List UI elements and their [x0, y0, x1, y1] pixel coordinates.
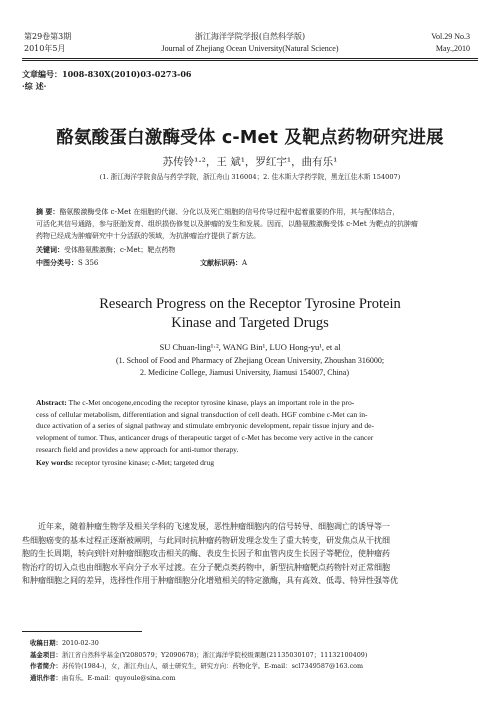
- affiliation-en-1: (1. School of Food and Pharmacy of Zhejiang Ocean University, Zhoushan 316000;: [115, 356, 385, 365]
- body-line: 物治疗的切入点也由细胞水平向分子水平过渡。在分子靶点类药物中，新型抗肿瘤靶点药物针对正常细胞: [22, 562, 390, 572]
- affiliation-cn: (1. 浙江海洋学院食品与药学学院，浙江舟山 316004；2. 佳木斯大学药学院，黑龙江佳木斯 154007): [99, 173, 401, 181]
- footnotes: [30, 638, 480, 684]
- header-rule: [22, 58, 478, 59]
- body-line: 近年来，随着肿瘤生物学及相关学科的飞速发展，恶性肿瘤细胞内的信号转导、细胞凋亡的诱导等一: [38, 522, 390, 531]
- abstract-cn-line: 摘 要：酪氨酸激酶受体 c-Met 在细胞的代谢、分化以及死亡细胞的信号传导过程中起着重要的作用，其与配体结合，: [36, 207, 400, 216]
- clc-label: 中图分类号：: [36, 258, 78, 267]
- abstract-cn-label: 摘 要：: [36, 207, 60, 216]
- article-type: ·综 述·: [22, 81, 47, 91]
- journal-title-cn: 浙江海洋学院学报(自然科学版): [194, 32, 306, 41]
- body-line: 些细胞癌变的基本过程正逐渐被阐明，与此同时抗肿瘤药物研发理念发生了重大转变，研发焦点从干扰细: [22, 535, 390, 545]
- doc-code-value: A: [242, 259, 248, 267]
- footnote-author: 作者简介：苏传铃(1984-)，女，浙江舟山人，硕士研究生，研究方向：药物化学。E-mail：scl7349587@163.com: [30, 662, 364, 670]
- keywords-cn-label: 关键词：: [36, 245, 64, 254]
- article-number: 文章编号：1008-830X(2010)03-0273-06: [22, 69, 192, 79]
- date-en: May.,2010: [435, 44, 470, 53]
- keywords-en: [36, 457, 472, 469]
- abstract-en-line: Abstract: The c-Met oncogene,encoding the receptor tyrosine kinase, plays an important role in the pro-: [36, 398, 355, 407]
- abstract-cn: [36, 206, 466, 242]
- authors-cn: 苏传铃¹·²，王 斌¹，罗红宇¹，曲有乐¹: [162, 156, 338, 168]
- keywords-cn: [36, 245, 175, 255]
- footnote-corresponding: 通讯作者：曲有乐。E-mail：quyoule@sina.com: [30, 673, 176, 682]
- abstract-cn-line: 可活化其信号通路，参与胚胎发育、组织损伤修复以及肿瘤的发生和发展。因而，以酪氨酸激酶受体 c-Met 为靶点的抗肿瘤: [36, 220, 418, 228]
- abstract-en: [36, 397, 472, 468]
- clc-number: [36, 258, 98, 268]
- volume-issue-cn: 第29卷第3期: [24, 32, 72, 41]
- abstract-en-line: cess of cellular metabolism, differentiation and signal transduction of cell death. HGF combine c-Met can in-: [36, 409, 368, 419]
- volume-issue-en: Vol.29 No.3: [431, 32, 470, 41]
- title-en-line-1: Research Progress on the Receptor Tyrosine Protein: [99, 296, 401, 312]
- abstract-en-line: research field and provides a new approach for anti-tumor therapy.: [36, 444, 239, 454]
- keywords-en-text: receptor tyrosine kinase; c-Met; targeted drug: [73, 457, 215, 467]
- footnote-rule: [22, 631, 142, 632]
- footnote-received: 收稿日期：2010-02-30: [30, 639, 99, 647]
- authors-en: SU Chuan-ling¹·², WANG Bin¹, LUO Hong-yu¹, et al: [159, 342, 341, 352]
- abstract-en-label: Abstract:: [36, 398, 67, 407]
- clc-value: S 356: [78, 259, 99, 267]
- doc-code-label: 文献标识码：: [200, 258, 242, 267]
- title-en-line-2: Kinase and Targeted Drugs: [171, 315, 329, 331]
- body-line: 胞的生长周期，转向到针对肿瘤细胞攻击相关的酶、表皮生长因子和血管内皮生长因子等靶位，使肿瘤药: [22, 549, 390, 558]
- keywords-cn-text: 受体酪氨酸激酶；c-Met；靶点药物: [64, 246, 176, 254]
- doc-code: [200, 258, 247, 268]
- keywords-en-label: Key words:: [36, 457, 74, 467]
- abstract-cn-line: 药物已经成为肿瘤研究中十分活跃的领域，为抗肿瘤治疗提供了新方法。: [36, 232, 260, 240]
- affiliation-en-2: 2. Medicine College, Jiamusi University, Jiamusi 154007, China): [140, 368, 350, 377]
- body-line: 和肿瘤细胞之间的差异，选择性作用于肿瘤细胞分化增殖相关的特定激酶，具有高效、低毒、特异性强等优: [22, 576, 398, 585]
- abstract-en-line: duce activation of a series of signal pathway and stimulate embryonic development, repair tissue injury and de-: [36, 421, 375, 431]
- footnote-funding: 基金项目：浙江省自然科学基金(Y2080579；Y2090678)；浙江海洋学院校级课题(21135030107；11132100409): [30, 650, 368, 659]
- abstract-en-line: velopment of tumor. Thus, anticancer drugs of therapeutic target of c-Met has become very active in the cancer: [36, 433, 374, 443]
- header-rule-2: [22, 60, 478, 61]
- body-text: [22, 520, 478, 588]
- journal-title-en: Journal of Zhejiang Ocean University(Natural Science): [161, 44, 339, 53]
- date-cn: 2010年5月: [24, 44, 66, 53]
- title-cn: 酪氨酸蛋白激酶受体 c-Met 及靶点药物研究进展: [56, 128, 444, 148]
